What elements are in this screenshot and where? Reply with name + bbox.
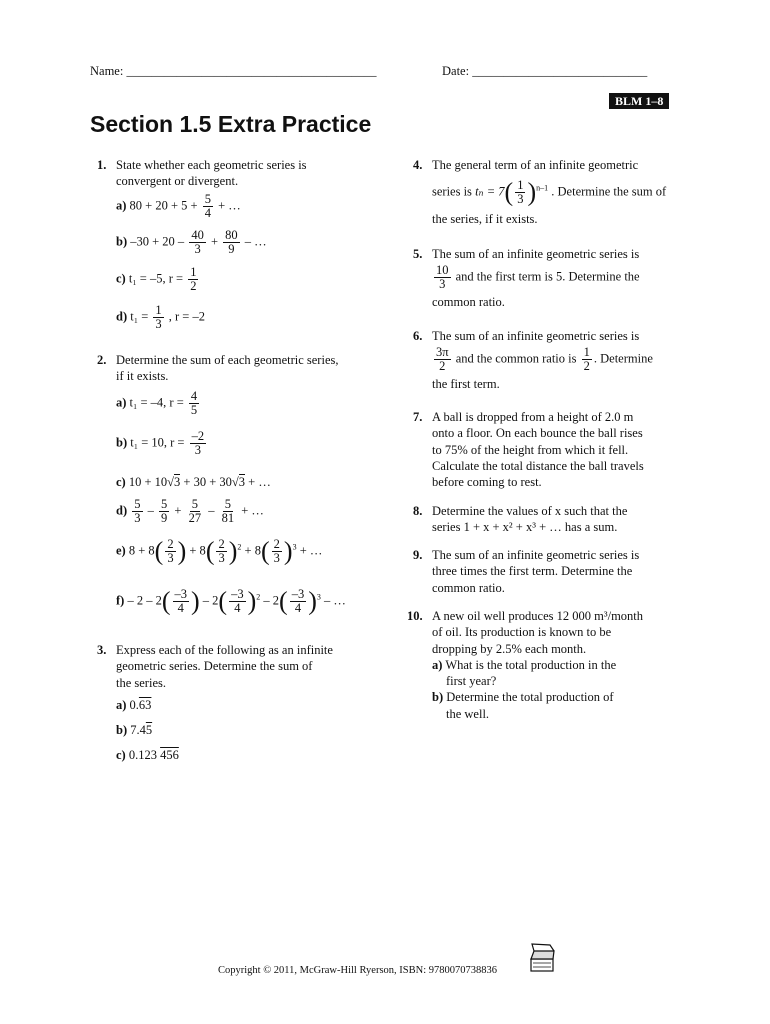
question-2b: b) t₁ = 10, r = $\frac{-2}{3}$: [116, 429, 205, 458]
question-2f: f) – 2 – 2( $\frac{-3}{4}$ ) – 2( $\frac{-3}{4}$ )$^2$ – 2( $\frac{-3}{4}$ )$^3$ – …: [116, 586, 346, 616]
question-2d: d) $\frac{5}{3}$ – $\frac{5}{9}$ + $\frac{5}{27}$ – $\frac{5}{81}$ + …: [116, 497, 264, 526]
date-field-label: Date: ____________________________: [442, 64, 648, 78]
question-9-number: 9.: [413, 548, 423, 562]
question-3c: c) 0.123 456: [116, 748, 179, 762]
question-1b: b) –30 + 20 – $\frac{40}{3}$ + $\frac{80}{9}$ – …: [116, 228, 267, 257]
question-8-number: 8.: [413, 504, 423, 518]
treasure-chest-icon: [528, 942, 556, 978]
question-2c: c) 10 + 10√3 + 30 + 30√3 + …: [116, 475, 271, 489]
question-1c: c) t₁ = –5, r = $\frac{1}{2}$: [116, 265, 197, 294]
question-3a: a) 0.63: [116, 698, 152, 712]
question-5-number: 5.: [413, 247, 423, 261]
question-4-number: 4.: [413, 158, 423, 172]
question-1-number: 1.: [97, 158, 107, 172]
question-1d: d) t₁ = $\frac{1}{3}$ , r = –2: [116, 303, 205, 332]
blm-badge: BLM 1–8: [609, 93, 669, 109]
question-10-text: A new oil well produces 12 000 m³/month of oil. Its production is known to be dropping by 2.5% each month. a) What is the total production in the first year? b) Determine the total production of the well.: [432, 609, 644, 721]
question-3b: b) 7.45: [116, 723, 153, 737]
question-10-number: 10.: [407, 609, 423, 623]
name-field-label: Name: ________________________________________: [90, 64, 377, 78]
question-3-number: 3.: [97, 643, 107, 657]
question-6-number: 6.: [413, 329, 423, 343]
question-5-text: The sum of an infinite geometric series is $\frac{10}{3}$ and the first term is 5. Determine the common ratio.: [432, 247, 640, 309]
question-2e: e) 8 + 8( $\frac{2}{3}$ ) + 8( $\frac{2}{3}$ )$^2$ + 8( $\frac{2}{3}$ )$^3$ + …: [116, 536, 323, 566]
question-8-text: Determine the values of x such that the series 1 + x + x² + x³ + … has a sum.: [432, 504, 628, 535]
question-6-text: The sum of an infinite geometric series is $\frac{3\pi}{2}$ and the common ratio is $\frac{1}{2}$ . Determine the first term.: [432, 329, 653, 391]
question-2-number: 2.: [97, 353, 107, 367]
question-1a: a) 80 + 20 + 5 + $\frac{5}{4}$ + …: [116, 192, 241, 221]
page-title: Section 1.5 Extra Practice: [90, 111, 372, 137]
copyright-footer: Copyright © 2011, McGraw-Hill Ryerson, ISBN: 9780070738836: [218, 965, 497, 976]
question-2-text: Determine the sum of each geometric series, if it exists.: [116, 353, 339, 384]
question-3-text: Express each of the following as an infinite geometric series. Determine the sum of the series.: [116, 643, 333, 690]
question-7-text: A ball is dropped from a height of 2.0 m onto a floor. On each bounce the ball rises to 75% of the height from which it fell. Calculate the total distance the ball travels before coming to rest.: [432, 410, 644, 489]
question-2a: a) t₁ = –4, r = $\frac{4}{5}$: [116, 389, 198, 418]
question-9-text: The sum of an infinite geometric series is three times the first term. Determine the common ratio.: [432, 548, 640, 595]
question-7-number: 7.: [413, 410, 423, 424]
question-1-text: State whether each geometric series is convergent or divergent.: [116, 158, 307, 189]
question-4-text: The general term of an infinite geometric series is tₙ = 7( $\frac{1}{3}$ )$^{n-1}$ . Determine the sum of the series, if it exists.: [432, 158, 667, 226]
